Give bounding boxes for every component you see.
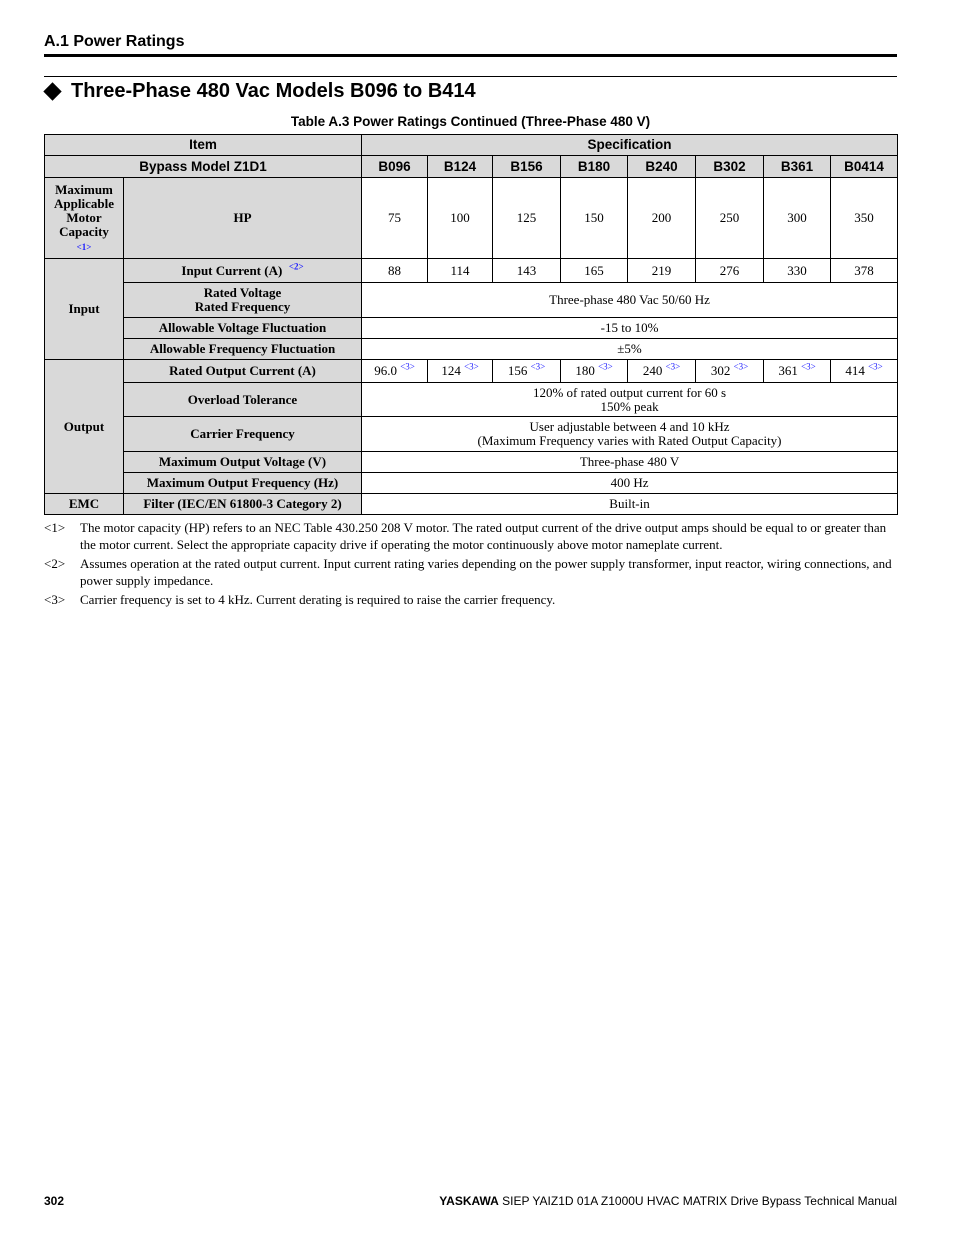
max-voltage-label: Maximum Output Voltage (V) xyxy=(124,452,362,473)
page-title xyxy=(44,80,476,103)
model-row xyxy=(45,156,898,178)
power-ratings-table xyxy=(44,134,898,515)
overload-value-cell xyxy=(362,383,898,417)
page-number: 302 xyxy=(44,1194,65,1208)
footnote-text: The motor capacity (HP) refers to an NEC Table 430.250 208 V motor. The rated output current of the drive output amps should be equal to or greater than the motor current. Select the appropriate capacity drive if operating the motor continuously above motor nameplate current. xyxy=(80,520,887,552)
model-cell: B302 xyxy=(696,156,764,178)
input-current-cell: 276 xyxy=(696,259,764,283)
footer-doc-name: SIEP YAIZ1D 01A Z1000U HVAC MATRIX Drive Bypass Technical Manual xyxy=(498,1194,897,1208)
model-cell: B361 xyxy=(764,156,831,178)
input-current-cell: 165 xyxy=(561,259,628,283)
footnote-ref-link[interactable]: <3> xyxy=(868,361,883,372)
max-frequency-row xyxy=(45,473,898,494)
footnote-key: <2> xyxy=(44,556,66,571)
rated-output-value: 96.0 xyxy=(374,363,397,378)
max-frequency-value: 400 Hz xyxy=(362,473,898,494)
carrier-line-2: (Maximum Frequency varies with Rated Output Capacity) xyxy=(477,433,782,448)
allowable-voltage-label: Allowable Voltage Fluctuation xyxy=(124,318,362,339)
input-current-cell: 114 xyxy=(428,259,493,283)
model-cell: B156 xyxy=(493,156,561,178)
input-current-cell: 88 xyxy=(362,259,428,283)
rated-frequency-label: Rated Frequency xyxy=(194,299,291,314)
footnote xyxy=(44,555,897,589)
title-rule xyxy=(44,76,897,77)
carrier-value-cell xyxy=(362,417,898,452)
input-current-row xyxy=(45,259,898,283)
rated-output-value: 180 xyxy=(575,363,595,378)
hp-cell: 100 xyxy=(428,178,493,259)
overload-line-2: 150% peak xyxy=(600,398,659,414)
emc-row xyxy=(45,494,898,515)
footnote-ref-link[interactable]: <3> xyxy=(598,361,613,372)
allowable-frequency-label: Allowable Frequency Fluctuation xyxy=(124,339,362,360)
allowable-voltage-value: -15 to 10% xyxy=(362,318,898,339)
allowable-voltage-row xyxy=(45,318,898,339)
footnote-text: Assumes operation at the rated output current. Input current rating varies depending on the power supply transformer, input reactor, wiring connections, and power supply impedance. xyxy=(80,556,892,588)
footnote-ref-link[interactable]: <3> xyxy=(801,361,816,372)
footnote-key: <1> xyxy=(44,520,66,535)
footnote-ref-link[interactable]: <3> xyxy=(530,361,546,372)
footnote-ref-link[interactable]: <1> xyxy=(76,242,92,252)
filter-label: Filter (IEC/EN 61800-3 Category 2) xyxy=(124,494,362,515)
output-group-label: Output xyxy=(45,360,124,494)
max-voltage-row xyxy=(45,452,898,473)
motor-capacity-group xyxy=(45,178,124,259)
rated-output-value: 414 xyxy=(845,363,865,378)
rated-output-row xyxy=(45,360,898,383)
section-header: A.1 Power Ratings xyxy=(44,33,185,50)
rated-output-cell xyxy=(493,360,561,383)
rated-output-value: 124 xyxy=(441,363,461,378)
input-current-cell: 330 xyxy=(764,259,831,283)
model-cell: B240 xyxy=(628,156,696,178)
rated-output-value: 240 xyxy=(642,363,663,378)
rated-output-cell xyxy=(428,360,493,383)
hp-cell: 350 xyxy=(831,178,898,259)
rated-output-value: 361 xyxy=(778,363,798,378)
allowable-frequency-row xyxy=(45,339,898,360)
max-frequency-label: Maximum Output Frequency (Hz) xyxy=(124,473,362,494)
hp-cell: 250 xyxy=(696,178,764,259)
rated-output-cell xyxy=(764,360,831,383)
rated-voltage-label: Rated Voltage xyxy=(203,285,282,300)
input-current-label: Input Current (A) xyxy=(181,262,283,278)
hp-cell: 125 xyxy=(493,178,561,259)
rated-output-cell xyxy=(628,360,696,383)
input-current-cell: 143 xyxy=(493,259,561,283)
model-label: Bypass Model Z1D1 xyxy=(45,156,362,178)
motor-capacity-label: Maximum Applicable Motor Capacity xyxy=(54,182,114,239)
diamond-bullet-icon xyxy=(43,82,61,100)
input-current-cell: 219 xyxy=(628,259,696,283)
hp-row xyxy=(45,178,898,259)
hp-cell: 200 xyxy=(628,178,696,259)
footnote-text: Carrier frequency is set to 4 kHz. Current derating is required to raise the carrier frequency. xyxy=(80,592,556,607)
footnote-ref-link[interactable]: <3> xyxy=(400,361,415,372)
input-current-label-cell xyxy=(124,259,362,283)
rated-voltage-value: Three-phase 480 Vac 50/60 Hz xyxy=(362,283,898,318)
page-title-text: Three-Phase 480 Vac Models B096 to B414 xyxy=(71,80,476,102)
model-cell: B124 xyxy=(428,156,493,178)
rated-output-value: 156 xyxy=(507,363,528,378)
rated-output-cell xyxy=(362,360,428,383)
model-cell: B180 xyxy=(561,156,628,178)
footer-brand: YASKAWA xyxy=(439,1194,499,1208)
filter-value: Built-in xyxy=(362,494,898,515)
carrier-label: Carrier Frequency xyxy=(124,417,362,452)
overload-row xyxy=(45,383,898,417)
header-specification: Specification xyxy=(362,135,898,156)
header-item: Item xyxy=(45,135,362,156)
footnote-ref-link[interactable]: <2> xyxy=(288,261,304,272)
hp-cell: 300 xyxy=(764,178,831,259)
overload-line-1: 120% of rated output current for 60 s xyxy=(532,384,727,400)
footer-document-title xyxy=(439,1194,897,1208)
carrier-row xyxy=(45,417,898,452)
table-caption: Table A.3 Power Ratings Continued (Three-Phase 480 V) xyxy=(290,114,651,129)
rated-voltage-label-cell xyxy=(124,283,362,318)
rated-output-label: Rated Output Current (A) xyxy=(124,360,362,383)
model-cell: B096 xyxy=(362,156,428,178)
emc-group-label: EMC xyxy=(45,494,124,515)
hp-label: HP xyxy=(124,178,362,259)
input-group-label: Input xyxy=(45,259,124,360)
footnote-key: <3> xyxy=(44,592,66,607)
footnotes xyxy=(44,519,897,610)
header-rule xyxy=(44,54,897,57)
footnote-ref-link[interactable]: <3> xyxy=(733,361,749,372)
rated-output-cell xyxy=(831,360,898,383)
input-current-cell: 378 xyxy=(831,259,898,283)
footnote xyxy=(44,519,897,553)
table-header-row xyxy=(45,135,898,156)
hp-cell: 150 xyxy=(561,178,628,259)
footnote xyxy=(44,591,897,608)
carrier-line-1: User adjustable between 4 and 10 kHz xyxy=(529,419,730,434)
overload-label: Overload Tolerance xyxy=(124,383,362,417)
rated-output-cell xyxy=(561,360,628,383)
max-voltage-value: Three-phase 480 V xyxy=(362,452,898,473)
rated-output-cell xyxy=(696,360,764,383)
model-cell: B0414 xyxy=(831,156,898,178)
rated-output-value: 302 xyxy=(710,363,731,378)
hp-cell: 75 xyxy=(362,178,428,259)
footnote-ref-link[interactable]: <3> xyxy=(464,361,479,372)
footnote-ref-link[interactable]: <3> xyxy=(665,361,681,372)
rated-voltage-row xyxy=(45,283,898,318)
allowable-frequency-value: ±5% xyxy=(362,339,898,360)
